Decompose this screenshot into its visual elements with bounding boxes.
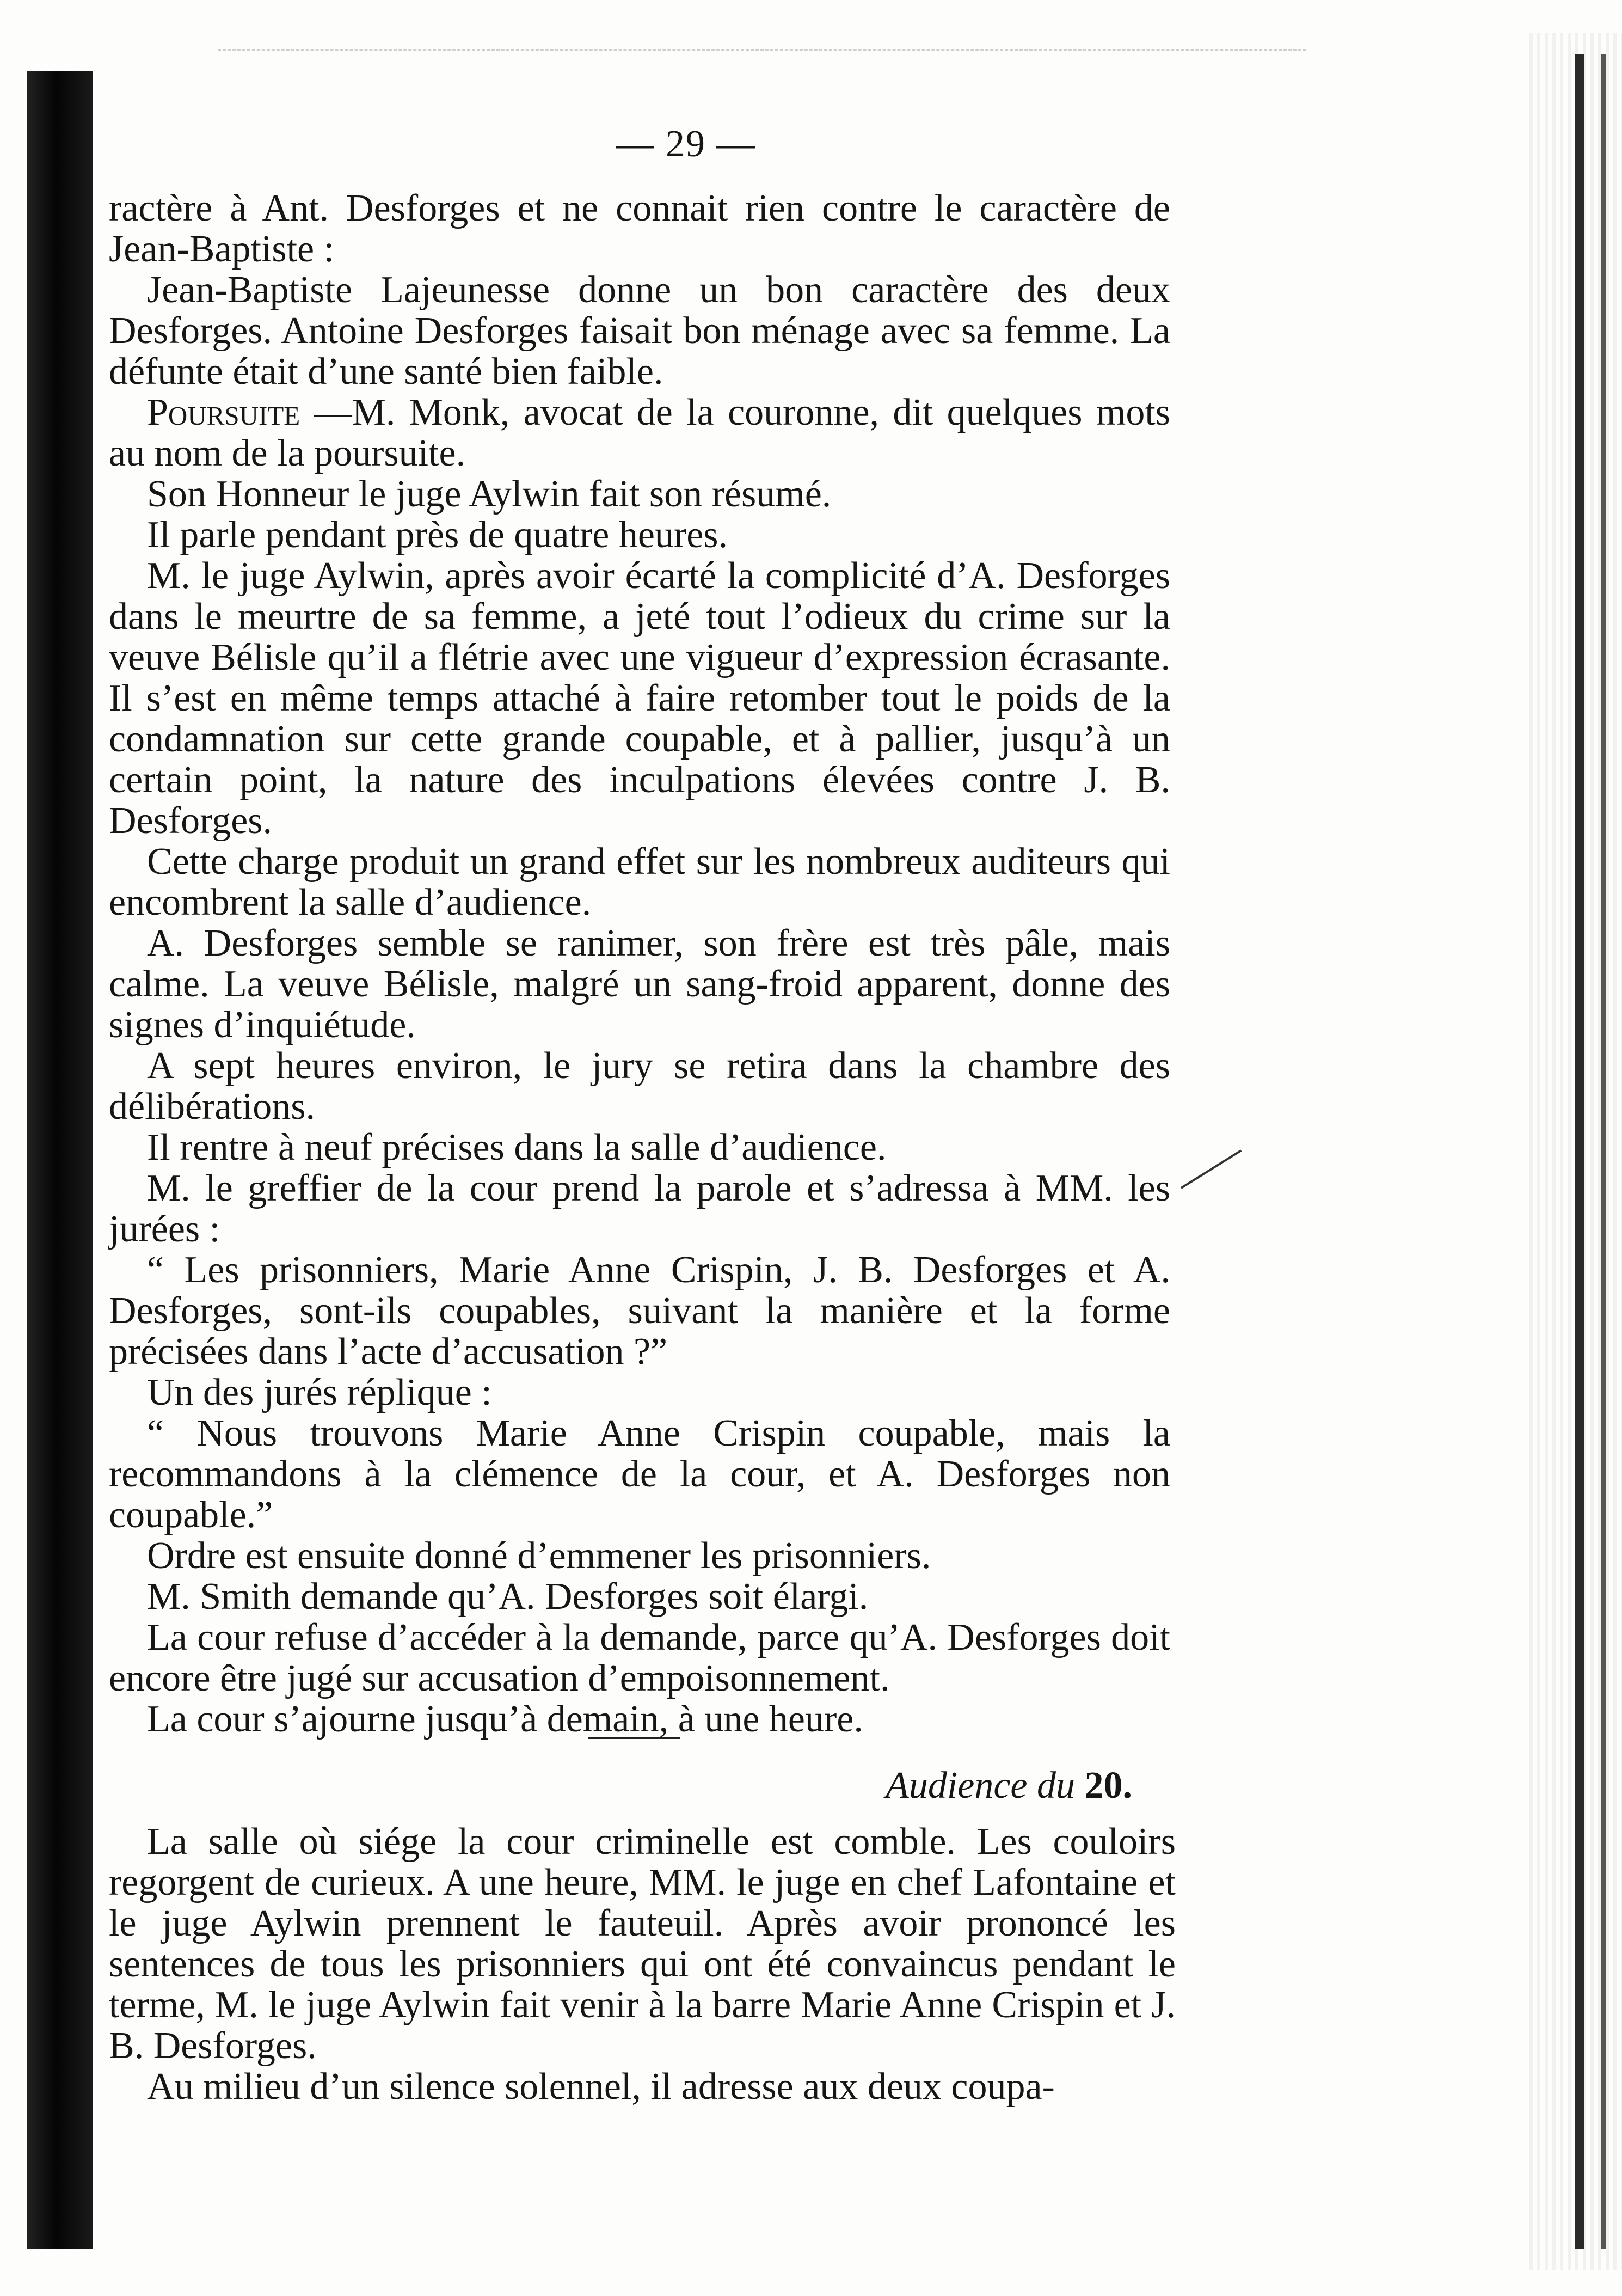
paragraph: Il parle pendant près de quatre heures. (147, 514, 728, 556)
page-edge-shadow (1529, 33, 1622, 2270)
section-heading (109, 1764, 1132, 1808)
section-heading-number: 20. (1084, 1765, 1132, 1807)
page-number: — 29 — (616, 123, 756, 165)
paragraph: ractère à Ant. Desforges et ne connait rien contre le caractère de Jean-Baptiste : (109, 187, 1170, 270)
section-heading-text: Audience du (886, 1765, 1075, 1807)
paragraph-text: —M. Monk, avocat de la couronne, dit quelques mots au nom de la poursuite. (109, 391, 1171, 474)
paragraph: A sept heures environ, le jury se retira dans la chambre des délibérations. (109, 1045, 1170, 1128)
paragraph: M. le greffier de la cour prend la parole et s’adressa à MM. les jurées : (109, 1167, 1170, 1250)
paragraph: “ Nous trouvons Marie Anne Crispin coupable, mais la recommandons à la clémence de la cour, et A. Desforges non coupable.” (109, 1412, 1170, 1536)
paragraph: Ordre est ensuite donné d’emmener les prisonniers. (147, 1535, 931, 1577)
page-edge-line (1575, 54, 1584, 2249)
paragraph: Il rentre à neuf précises dans la salle d’audience. (147, 1126, 887, 1168)
paragraph (109, 392, 1170, 474)
paragraph: M. Smith demande qu’A. Desforges soit élargi. (147, 1576, 869, 1618)
paragraph: Un des jurés réplique : (147, 1372, 492, 1413)
margin-pencil-mark (1181, 1149, 1242, 1189)
paragraph-lead: Poursuite (147, 391, 300, 433)
paragraph: M. le juge Aylwin, après avoir écarté la complicité d’A. Desforges dans le meurtre de sa femme, a jeté tout l’odieux du crime sur la veuve Bélisle qu’il a flétrie avec une vigueur d’expression écrasante. Il s’est en même temps attaché à faire retomber tout le poids de la condamnation sur cette grande coupable, et à pallier, jusqu’à un certain point, la nature des inculpations élevées contre J. B. Desforges. (109, 555, 1170, 842)
book-binding-edge (27, 71, 93, 2249)
body-text-section-2 (109, 1821, 1176, 2107)
paragraph: Au milieu d’un silence solennel, il adresse aux deux coupa- (147, 2066, 1055, 2108)
paragraph: Son Honneur le juge Aylwin fait son résumé. (147, 473, 832, 515)
section-separator (588, 1737, 680, 1739)
paragraph: Jean-Baptiste Lajeunesse donne un bon caractère des deux Desforges. Antoine Desforges faisait bon ménage avec sa femme. La défunte était d’une santé bien faible. (109, 269, 1170, 393)
paragraph: “ Les prisonniers, Marie Anne Crispin, J. B. Desforges et A. Desforges, sont-ils coupables, suivant la manière et la forme précisées dans l’acte d’accusation ?” (109, 1249, 1170, 1373)
top-scan-line (218, 49, 1306, 51)
paragraph: La cour s’ajourne jusqu’à demain, à une heure. (147, 1698, 863, 1740)
page-edge-line (1601, 54, 1606, 2249)
paragraph: La salle où siége la cour criminelle est comble. Les couloirs regorgent de curieux. A une heure, MM. le juge en chef Lafontaine et le juge Aylwin prennent le fauteuil. Après avoir prononcé les sentences de tous les prisonniers qui ont été convaincus pendant le terme, M. le juge Aylwin fait venir à la barre Marie Anne Crispin et J. B. Desforges. (109, 1821, 1176, 2067)
paragraph: La cour refuse d’accéder à la demande, parce qu’A. Desforges doit encore être jugé sur accusation d’empoisonnement. (109, 1617, 1170, 1699)
paragraph: Cette charge produit un grand effet sur les nombreux auditeurs qui encombrent la salle d’audience. (109, 841, 1170, 923)
body-text (109, 188, 1170, 1740)
paragraph: A. Desforges semble se ranimer, son frère est très pâle, mais calme. La veuve Bélisle, malgré un sang-froid apparent, donne des signes d’inquiétude. (109, 922, 1170, 1046)
